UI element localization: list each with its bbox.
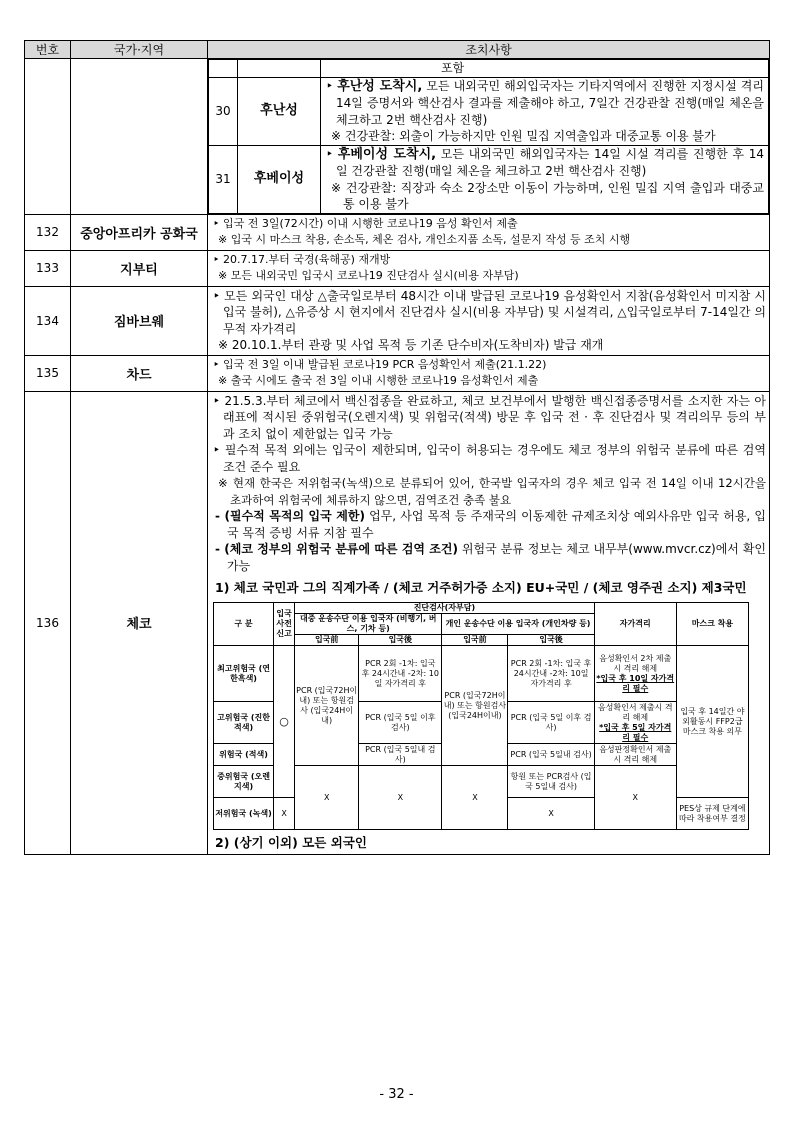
- country-name: 중앙아프리카 공화국: [71, 214, 208, 250]
- table-row: 133 지부티 ‣ 20.7.17.부터 국경(육해공) 재개방 ※ 모든 내외국민 입국시 코로나19 진단검사 실시(비용 자부담): [25, 250, 770, 286]
- header-measure: 조치사항: [208, 41, 770, 59]
- row-number: 136: [25, 391, 71, 855]
- risk-classification-table: 구 분 입국 사전 신고 진단검사(자부담) 자가격리 마스크 착용 대중 운송수단 이용 입국자 (비행기, 버스, 기차 등) 개인 운송수단 이용 입국자 (개인차량 등) 입국前 입국後 입국前 입국後 최고위험국 (연한흑색) ○ PCR (입국72H이내) 또는 항원검사 (입국24H이내) PCR 2회 -1차: 입국 후 24시간내 -2차: 10일 자가격리 후 PCR (입국72H이내) 또는 항원검사 (입국24H이내) PCR 2회 -1차: 입국 후 24시간내 -2차: 10일 자가격리 후 음성확인서 2차 제출시 격리 해제 *입국 후 10일 자가격리 필수 입국 후 14일간 야외활동시 FFP2급 마스크 착용 의무 고위험국 (진한적색) PCR (입국 5일 이후 검사) PCR (입국 5일 이후 검사) 음성확인서 제출시 격리 해제 *입국 후 5일 자가격리 필수 위험국 (적색) PCR (입국 5일내 검사) PCR (입국 5일내 검사) 음성판정확인서 제출시 격리 해제 중위험국 (오렌지색) X X X 항원 또는 PCR검사 (입국 5일내 검사) X 저위험국 (녹색) X X PES상 규제 단계에 따라 착용여부 결정: [213, 602, 749, 830]
- country-name: 짐바브웨: [71, 286, 208, 355]
- province-number: 30: [209, 77, 238, 145]
- country-name: 지부티: [71, 250, 208, 286]
- row-number: 135: [25, 355, 71, 391]
- country-name: 체코: [71, 391, 208, 855]
- province-name: 후베이성: [238, 145, 321, 213]
- province-row: 31 후베이성 ‣ 후베이성 도착시, 모든 내외국민 해외입국자는 14일 시설 격리를 진행한 후 14일 건강관찰 진행(매일 체온을 체크하고 2번 핵산검사 진행) ※ 건강관찰: 직장과 숙소 2장소만 이동이 가능하며, 인원 밀집 지역 출입과 대중교통 이용 불가: [209, 145, 769, 213]
- row-number: 134: [25, 286, 71, 355]
- table-row: 134 짐바브웨 ‣ 모든 외국인 대상 △출국일로부터 48시간 이내 발급된 코로나19 음성확인서 지참(음성확인서 미지참 시 입국 불허), △유증상 시 현지에서 진단검사 실시(비용 자부담) 및 시설격리, △입국일로부터 7-14일간 의무적 자가격리 ※ 20.10.1.부터 관광 및 사업 목적 등 기존 단수비자(도착비자) 발급 재개: [25, 286, 770, 355]
- row-number: 133: [25, 250, 71, 286]
- table-row: 136 체코 ‣ 21.5.3.부터 체코에서 백신접종을 완료하고, 체코 보건부에서 발행한 백신접종증명서를 소지한 자는 아래표에 적시된 중위험국(오렌지색) 및 위험국(적색) 방문 후 입국 전 · 후 진단검사 및 격리의무 등의 부과 조치 없이 제한없는 입국 가능 ‣ 필수적 목적 외에는 입국이 제한되며, 입국이 허용되는 경우에도 체코 정부의 위험국 분류에 따른 검역 조건 준수 필요 ※ 현재 한국은 저위험국(녹색)으로 분류되어 있어, 한국발 입국자의 경우 체코 입국 전 14일 이내 12시간을 초과하여 위험국에 체류하지 않으면, 검역조건 충족 불요 - (필수적 목적의 입국 제한) 업무, 사업 목적 등 주재국의 이동제한 규제조치상 예외사유만 입국 허용, 입국 목적 증빙 서류 지참 필수 - (체코 정부의 위험국 분류에 따른 검역 조건) 위험국 분류 정보는 체코 내무부(www.mvcr.cz)에서 확인 가능 1) 체코 국민과 그의 직계가족 / (체코 거주허가증 소지) EU+국민 / (체코 영주권 소지) 제3국민 구 분 입국 사전 신고 진단검사(자부담) 자가격리 마스크 착용 대중 운송수단 이용 입국자 (비행기, 버스, 기차 등) 개인 운송수단 이용 입국자 (개인차량 등) 입국前 입국後 입국前 입국後 최고위험국 (연한흑색) ○ PCR (입국72H이내) 또는 항원검사 (입국24H이내) PCR 2회 -1차: 입국 후 24시간내 -2차: 10일 자가격리 후 PCR (입국72H이내) 또는 항원검사 (입국24H이내) PCR 2회 -1차: 입국 후 24시간내 -2차: 10일 자가격리 후 음성확인서 2차 제출시 격리 해제 *입국 후 10일 자가격리 필수 입국 후 14일간 야외활동시 FFP2급 마스크 착용 의무 고위험국 (진한적색) PCR (입국 5일 이후 검사) PCR (입국 5일 이후 검사) 음성확인서 제출시 격리 해제 *입국 후 5일 자가격리 필수 위험국 (적색) PCR (입국 5일내 검사) PCR (입국 5일내 검사) 음성판정확인서 제출시 격리 해제 중위험국 (오렌지색) X X X 항원 또는 PCR검사 (입국 5일내 검사) X 저위험국 (녹색) X X PES상 규제 단계에 따라 착용여부 결정 2) (상기 이외) 모든 외국인: [25, 391, 770, 855]
- table-row: [25, 59, 770, 215]
- table-row: 135 차드 ‣ 입국 전 3일 이내 발급된 코로나19 PCR 음성확인서 제출(21.1.22) ※ 출국 시에도 출국 전 3일 이내 시행한 코로나19 음성확인서 제출: [25, 355, 770, 391]
- continuation-text: 포함: [321, 60, 769, 78]
- section-heading-2: 2) (상기 이외) 모든 외국인: [215, 835, 367, 850]
- page-number: - 32 -: [379, 1087, 414, 1102]
- province-name: 후난성: [238, 77, 321, 145]
- measures-table: [24, 40, 770, 855]
- country-name: 차드: [71, 355, 208, 391]
- row-number: 132: [25, 214, 71, 250]
- header-country: 국가·지역: [71, 41, 208, 59]
- province-row: 30 후난성 ‣ 후난성 도착시, 모든 내외국민 해외입국자는 기타지역에서 진행한 지정시설 격리 14일 증명서와 핵산검사 결과를 제출해야 하고, 7일간 건강관찰 진행(매일 체온을 체크하고 2번 핵산검사 진행) ※ 건강관찰: 외출이 가능하지만 인원 밀집 지역출입과 대중교통 이용 불가: [209, 77, 769, 145]
- province-subtable: [208, 59, 769, 214]
- province-number: 31: [209, 145, 238, 213]
- table-row: 132 중앙아프리카 공화국 ‣ 입국 전 3일(72시간) 이내 시행한 코로나19 음성 확인서 제출 ※ 입국 시 마스크 착용, 손소독, 체온 검사, 개인소지품 소독, 설문지 작성 등 조치 시행: [25, 214, 770, 250]
- header-number: 번호: [25, 41, 71, 59]
- table-header: [25, 41, 770, 59]
- document-page: [24, 40, 769, 855]
- section-heading-1: 1) 체코 국민과 그의 직계가족 / (체코 거주허가증 소지) EU+국민 / (체코 영주권 소지) 제3국민: [215, 580, 747, 595]
